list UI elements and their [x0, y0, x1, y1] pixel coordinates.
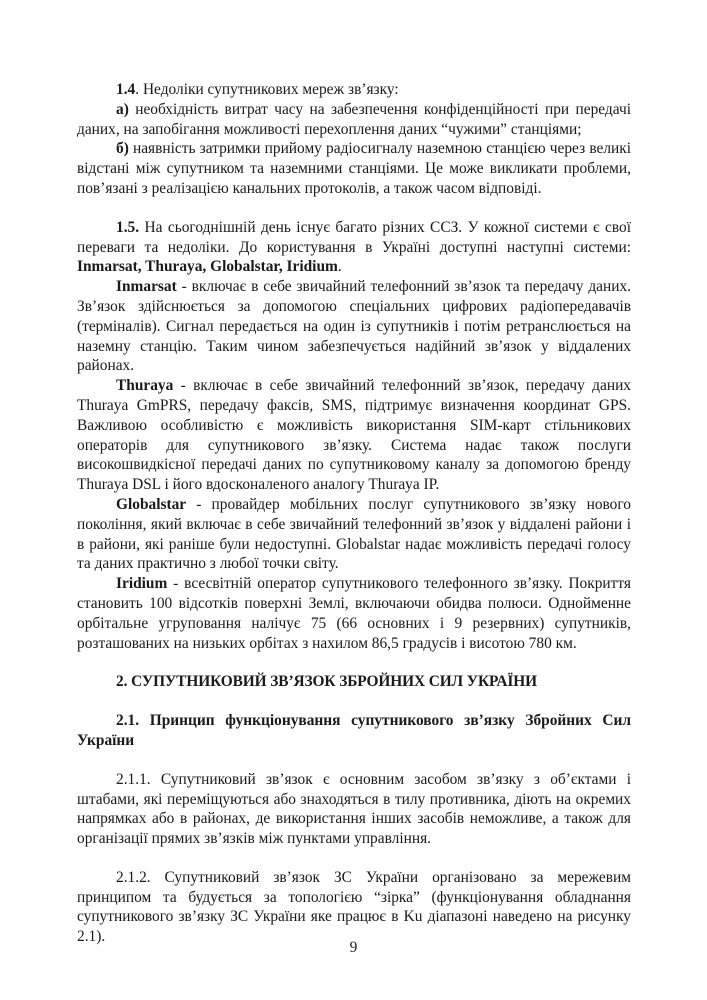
section-1-4-item-b — [77, 139, 631, 198]
globalstar-text: - провайдер мобільних послуг супутникового зв’язку нового покоління, який включає в себе звичайний телефонний зв’язок у віддалені райони і в райони, які раніше були недоступні. Globalstar надає можливість передачі голосу та даних практично з любої точки світу. — [77, 495, 631, 573]
section-1-4-heading-text: . Недоліки супутникових мереж зв’язку: — [135, 81, 399, 98]
paragraph-2-1-1: 2.1.1. Супутниковий зв’язок є основним засобом зв’язку з об’єктами і штабами, які переміщуються або знаходяться в тилу противника, діють на окремих напрямках або в районах, де використання інших засобів неможливе, а також для організації прямих зв’язків між пунктами управління. — [77, 770, 631, 848]
section-1-5-number: 1.5. — [116, 218, 140, 236]
iridium-name: Iridium — [116, 575, 168, 593]
section-1-4-number: 1.4 — [116, 81, 136, 98]
inmarsat-text: - включає в себе звичайний телефонний зв’язок та передачу даних. Зв’язок здійснюється за допомогою спеціальних цифрових радіопередавачів (терміналів). Сигнал передається на один із супутників і потім ретранслюється на наземну станцію. Таким чином забезпечується надійний зв’язок у віддалених районах. — [77, 278, 631, 375]
thuraya-paragraph — [77, 376, 631, 495]
spacer — [77, 751, 631, 770]
page-content — [77, 80, 631, 947]
page-number: 9 — [349, 939, 358, 956]
iridium-paragraph — [77, 574, 631, 653]
inmarsat-name: Inmarsat — [116, 278, 177, 296]
iridium-text: - всесвітній оператор супутникового телефонного зв’язку. Покриття становить 100 відсотків поверхні Землі, включаючи обидва полюси. Однойменне орбітальне угруповання налічує 75 (66 основних і 9 резервних) супутників, розташованих на низьких орбітах з нахилом 86,5 градусів і висотою 780 км. — [77, 575, 631, 652]
section-1-5-intro-text: На сьогоднішній день існує багато різних ССЗ. У кожної системи є свої переваги та недоліки. До користування в Україні доступні наступні системи: — [77, 218, 631, 256]
spacer — [77, 653, 631, 672]
spacer — [77, 849, 631, 868]
section-1-5-intro — [77, 218, 631, 277]
globalstar-paragraph — [77, 495, 631, 574]
item-a-text: необхідність витрат часу на забезпечення конфіденційності при передачі даних, на запобігання можливості перехоплення даних “чужими” станціями; — [77, 100, 631, 138]
globalstar-name: Globalstar — [116, 495, 187, 513]
systems-list-end: . — [337, 258, 342, 276]
item-b-label: б) — [116, 140, 129, 158]
inmarsat-paragraph — [77, 277, 631, 376]
item-a-label: а) — [116, 100, 129, 118]
item-b-text: наявність затримки прийому радіосигналу наземною станцією через великі відстані між супутником та наземними станціями. Це може викликати проблеми, пов’язані з реалізацією канальних протоколів, а також часом відповіді. — [77, 140, 631, 197]
spacer — [77, 199, 631, 218]
thuraya-name: Thuraya — [116, 377, 174, 395]
section-1-4-item-a — [77, 100, 631, 140]
paragraph-2-1-2: 2.1.2. Супутниковий зв’язок ЗС України організовано за мережевим принципом та будується за топологією “зірка” (функціонування обладнання супутникового зв’язку ЗС України яке працює в Ku діапазоні наведено на рисунку 2.1). — [77, 868, 631, 946]
section-2-1-title: 2.1. Принцип функціонування супутникового зв’язку Збройних Сил України — [77, 712, 631, 749]
spacer — [77, 692, 631, 711]
section-1-4-heading — [77, 80, 631, 100]
thuraya-text: - включає в себе звичайний телефонний зв’язок, передачу даних Thuraya GmPRS, передачу факсів, SMS, підтримує визначення координат GPS. Важливою особливістю є можливість використання SIM-карт стільникових операторів для супутникового зв’язку. Система надає також послуги високошвидкісної передачі даних по супутниковому каналу за допомогою бренду Thuraya DSL і його вдосконаленого аналогу Thuraya IP. — [77, 377, 631, 494]
chapter-2-title: 2. СУПУТНИКОВИЙ ЗВ’ЯЗОК ЗБРОЙНИХ СИЛ УКРАЇНИ — [116, 673, 537, 691]
systems-list: Inmarsat, Thuraya, Globalstar, Iridium — [77, 258, 338, 276]
